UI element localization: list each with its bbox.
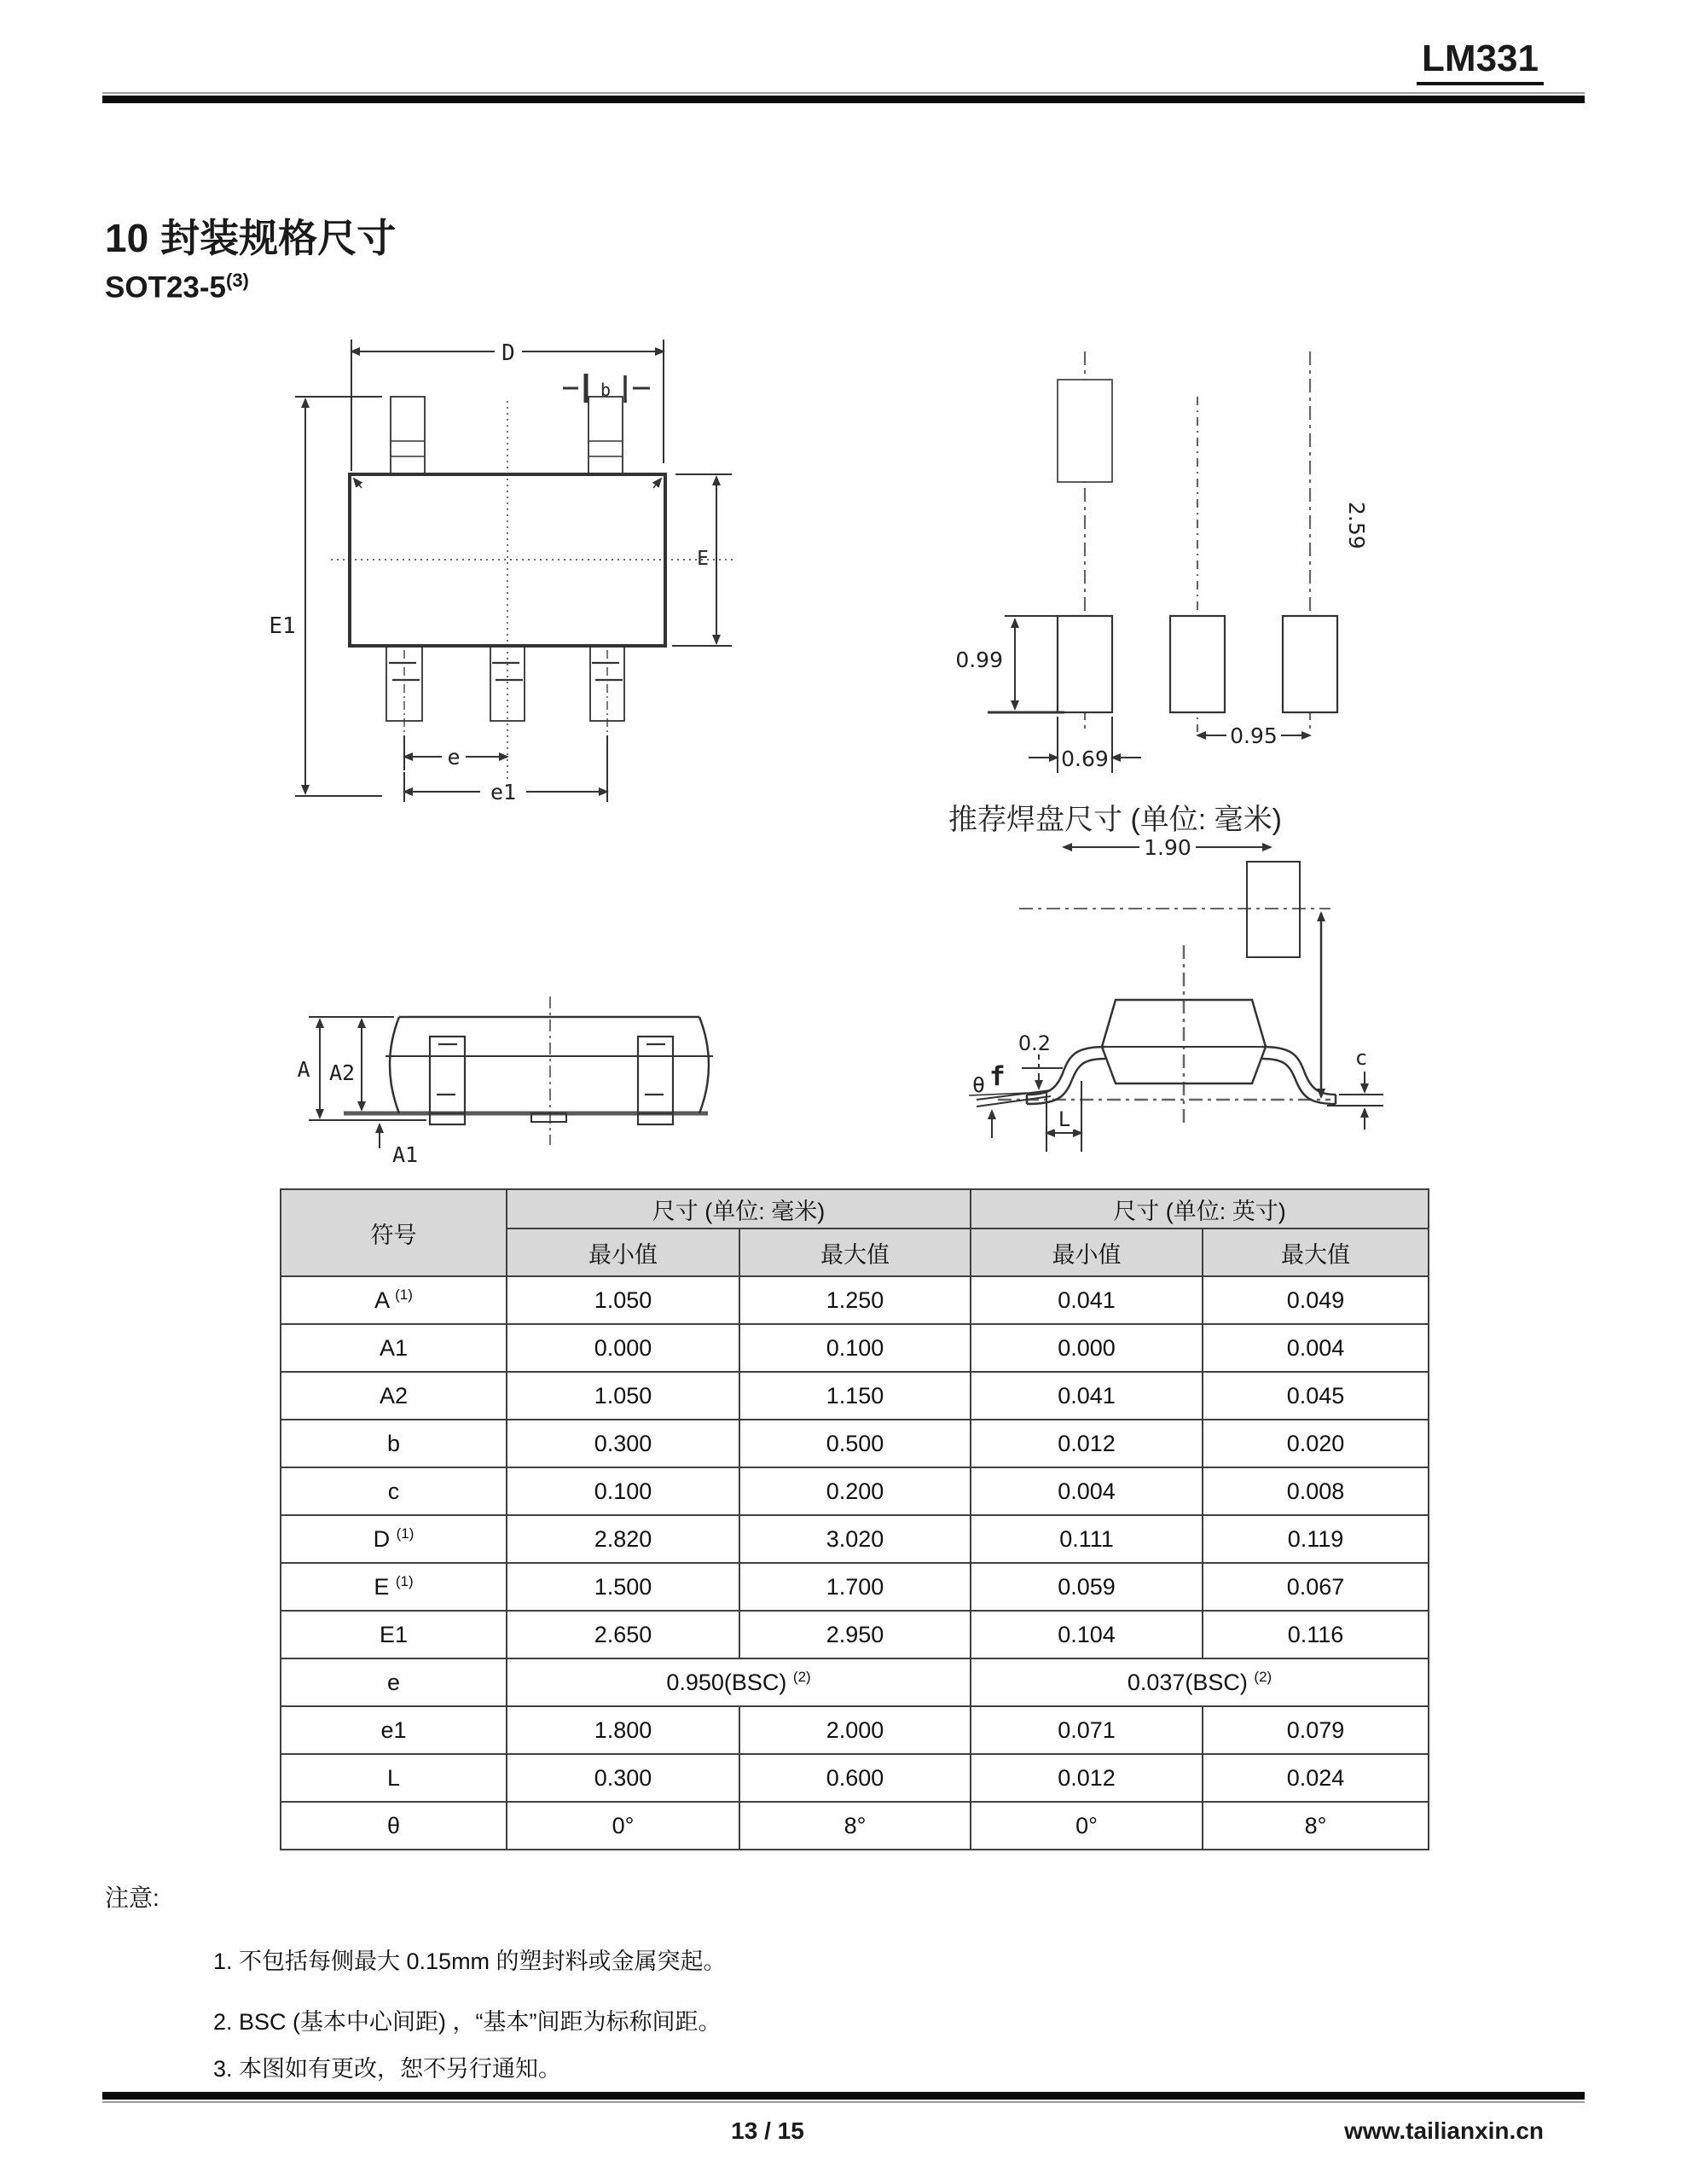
cell: 0.004 [1203,1324,1429,1372]
cell: 0.104 [971,1611,1203,1658]
symbol: E [374,1574,390,1600]
table-row [281,1706,1429,1754]
note-item-1: 1. 不包括每侧最大 0.15mm 的塑封料或金属突起。 [213,1949,727,1974]
cell: 0.008 [1203,1467,1429,1515]
cell: 2.820 [507,1515,739,1563]
cell: 0.600 [739,1754,971,1802]
table-row [281,1372,1429,1420]
table-row [281,1802,1429,1850]
cell: 1.050 [507,1372,739,1420]
table-row [281,1563,1429,1611]
dim-label-A1: A1 [392,1142,419,1167]
cell: 0° [971,1802,1203,1850]
cell: 2.000 [739,1706,971,1754]
symbol: A [374,1287,389,1313]
cell: 1.050 [507,1276,739,1324]
dim-label-E1: E1 [269,613,296,639]
table-row [281,1467,1429,1515]
footer-rule-thin [102,2101,1585,2103]
table-row [281,1515,1429,1563]
cell: 0.500 [739,1420,971,1467]
col-header-in-max: 最大值 [1203,1228,1429,1276]
cell: 0.300 [507,1420,739,1467]
dim-label-A: A [297,1057,310,1082]
col-group-mm: 尺寸 (单位: 毫米) [507,1189,971,1228]
col-header-symbol: 符号 [281,1189,507,1276]
section-title-text: 封装规格尺寸 [160,216,397,260]
notes-list [105,1943,727,2083]
symbol: b [386,1430,401,1456]
cell: 8° [739,1802,971,1850]
note-item-2: 2. BSC (基本中心间距) ，“基本”间距为标称间距。 [213,2009,722,2035]
symbol: e [386,1669,401,1695]
symbol: c [387,1478,400,1504]
symbol: θ [386,1812,401,1838]
symbol: L [386,1764,401,1791]
product-title: LM331 [1417,38,1544,85]
package-name-text: SOT23-5 [105,270,226,305]
dim-label-e: e [447,745,461,770]
package-name-sup: (3) [226,270,249,291]
symbol-sup: (1) [395,1573,414,1589]
cell: 0.200 [739,1467,971,1515]
cell-merged: 0.037(BSC) [1127,1670,1248,1695]
cell: 1.250 [739,1276,971,1324]
cell: 0.020 [1203,1420,1429,1467]
notes-section [105,1879,727,2083]
cell: 1.700 [739,1563,971,1611]
dim-label-f: f [989,1061,1006,1092]
cell: 0.000 [971,1324,1203,1372]
cell-merged: 0.950(BSC) [666,1670,787,1695]
side-view-pad-drawing [969,835,1383,1152]
col-header-in-min: 最小值 [971,1228,1203,1276]
dim-label-0.95: 0.95 [1230,723,1278,748]
dim-label-L: L [1058,1107,1071,1131]
cell: 0.045 [1203,1372,1429,1420]
dim-label-0.2: 0.2 [1017,1031,1051,1055]
symbol-sup: (1) [395,1287,413,1303]
cell: 0.067 [1203,1563,1429,1611]
cell: 0.041 [971,1372,1203,1420]
cell: 0.119 [1203,1515,1429,1563]
page-number: 13 / 15 [731,2117,804,2144]
cell-sup: (2) [792,1669,811,1685]
symbol: E1 [379,1621,409,1647]
col-header-mm-min: 最小值 [507,1228,739,1276]
cell: 0.111 [971,1515,1203,1563]
cell: 2.950 [739,1611,971,1658]
top-view-drawing [269,338,737,804]
cell-sup: (2) [1254,1669,1272,1685]
cell: 0.041 [971,1276,1203,1324]
table-row [281,1754,1429,1802]
symbol: A1 [379,1334,409,1361]
symbol-sup: (1) [396,1525,415,1542]
section-number: 10 [105,216,149,260]
cell: 0.012 [971,1420,1203,1467]
cell: 0.100 [507,1467,739,1515]
cell: 0.004 [971,1467,1203,1515]
cell: 0.079 [1203,1706,1429,1754]
cell: 0.000 [507,1324,739,1372]
cell: 1.800 [507,1706,739,1754]
notes-label: 注意: [105,1885,159,1911]
cell: 0.024 [1203,1754,1429,1802]
dim-label-2.59: 2.59 [1344,502,1369,549]
cell: 0.012 [971,1754,1203,1802]
footer-rule [102,2092,1585,2100]
dim-label-D: D [501,340,515,366]
dim-label-e1: e1 [490,780,517,804]
cell: 0.071 [971,1706,1203,1754]
table-row [281,1276,1429,1324]
dim-label-1.90: 1.90 [1144,835,1191,860]
cell: 2.650 [507,1611,739,1658]
pad-layout-drawing [955,351,1369,773]
pad-layout-caption: 推荐焊盘尺寸 (单位: 毫米) [948,804,1282,836]
cell: 8° [1203,1802,1429,1850]
symbol: e1 [380,1716,407,1743]
website-link[interactable]: www.tailianxin.cn [1344,2117,1544,2144]
cell: 0.300 [507,1754,739,1802]
note-item-3: 3. 本图如有更改，恕不另行通知。 [213,2056,562,2082]
dimensions-table [280,1188,1429,1850]
cell: 3.020 [739,1515,971,1563]
cell: 0.059 [971,1563,1203,1611]
dim-label-0.69: 0.69 [1061,746,1109,771]
table-row [281,1611,1429,1658]
dim-label-theta: θ [972,1072,986,1097]
symbol: A2 [379,1382,409,1409]
cell: 0.116 [1203,1611,1429,1658]
dim-label-b: b [600,380,612,400]
front-view-drawing [297,996,713,1167]
col-header-mm-max: 最大值 [739,1228,971,1276]
dim-label-E: E [697,548,709,570]
dim-label-c: c [1354,1046,1368,1070]
cell: 0.100 [739,1324,971,1372]
table-row-e [281,1658,1429,1706]
dim-label-0.99: 0.99 [955,648,1003,672]
table-row [281,1324,1429,1372]
dim-label-A2: A2 [328,1060,356,1085]
table-row [281,1420,1429,1467]
cell: 1.500 [507,1563,739,1611]
cell: 1.150 [739,1372,971,1420]
cell: 0.049 [1203,1276,1429,1324]
cell: 0° [507,1802,739,1850]
col-group-inch: 尺寸 (单位: 英寸) [971,1189,1429,1228]
symbol: D [373,1526,391,1552]
